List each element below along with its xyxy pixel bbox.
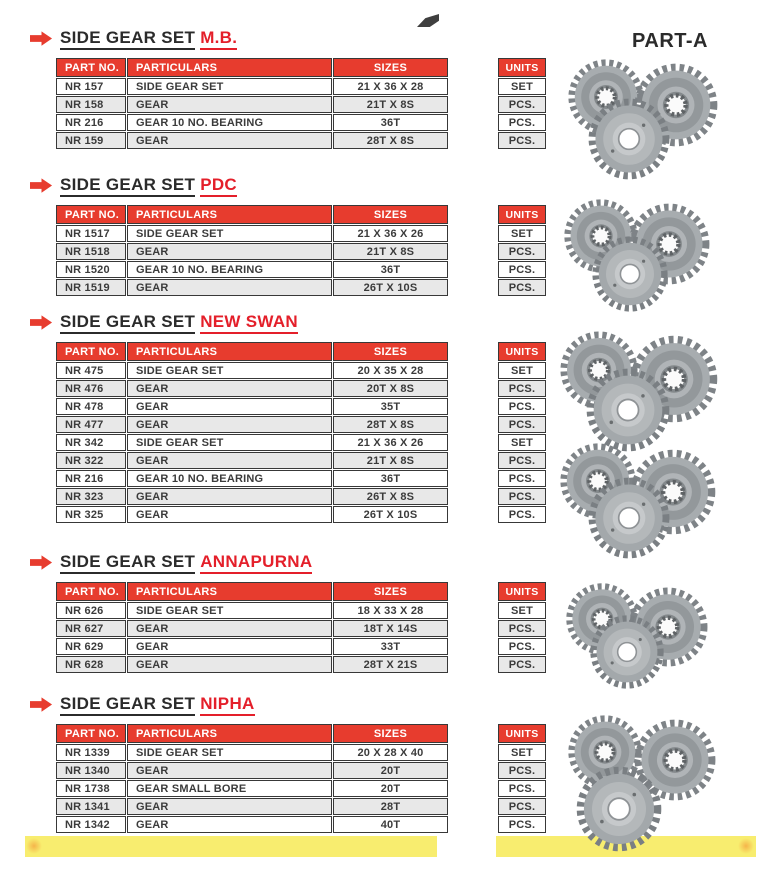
units-row bbox=[498, 470, 546, 487]
column-header: PARTICULARS bbox=[127, 342, 332, 361]
section-title-prefix: SIDE GEAR SET bbox=[60, 694, 195, 716]
parts-table-body bbox=[56, 362, 448, 523]
units-table-body bbox=[498, 744, 546, 833]
part-no-cell: NR 342 bbox=[56, 434, 126, 451]
gear-image bbox=[586, 475, 672, 561]
sizes-cell: 36T bbox=[333, 470, 448, 487]
part-no-cell: NR 1738 bbox=[56, 780, 126, 797]
particulars-cell: GEAR bbox=[127, 398, 332, 415]
arrow-icon bbox=[30, 30, 53, 47]
column-header: PART NO. bbox=[56, 58, 126, 77]
part-no-cell: NR 325 bbox=[56, 506, 126, 523]
sizes-cell: 18 X 33 X 28 bbox=[333, 602, 448, 619]
sizes-cell: 26T X 10S bbox=[333, 279, 448, 296]
unit-cell: PCS. bbox=[498, 132, 546, 149]
sizes-cell: 20T bbox=[333, 780, 448, 797]
part-no-cell: NR 158 bbox=[56, 96, 126, 113]
units-row bbox=[498, 638, 546, 655]
table-row bbox=[56, 434, 448, 451]
parts-table-body bbox=[56, 744, 448, 833]
table-row bbox=[56, 744, 448, 761]
units-row bbox=[498, 602, 546, 619]
section-title-text bbox=[60, 312, 298, 332]
units-table-head bbox=[498, 724, 546, 743]
units-header: UNITS bbox=[498, 58, 546, 77]
units-row bbox=[498, 114, 546, 131]
part-no-cell: NR 1519 bbox=[56, 279, 126, 296]
part-no-cell: NR 1341 bbox=[56, 798, 126, 815]
table-row bbox=[56, 114, 448, 131]
unit-cell: PCS. bbox=[498, 638, 546, 655]
units-row bbox=[498, 452, 546, 469]
section-title-text bbox=[60, 552, 312, 572]
units-row bbox=[498, 798, 546, 815]
section-title-brand: NEW SWAN bbox=[200, 312, 298, 334]
units-row bbox=[498, 279, 546, 296]
particulars-cell: GEAR bbox=[127, 762, 332, 779]
units-row bbox=[498, 656, 546, 673]
sizes-cell: 21T X 8S bbox=[333, 243, 448, 260]
section-title-brand: NIPHA bbox=[200, 694, 254, 716]
unit-cell: PCS. bbox=[498, 798, 546, 815]
column-header: PART NO. bbox=[56, 342, 126, 361]
unit-cell: PCS. bbox=[498, 470, 546, 487]
section-title bbox=[30, 175, 237, 195]
units-row bbox=[498, 362, 546, 379]
units-header: UNITS bbox=[498, 205, 546, 224]
particulars-cell: GEAR 10 NO. BEARING bbox=[127, 114, 332, 131]
particulars-cell: GEAR SMALL BORE bbox=[127, 780, 332, 797]
unit-cell: SET bbox=[498, 362, 546, 379]
sizes-cell: 18T X 14S bbox=[333, 620, 448, 637]
header-row bbox=[498, 342, 546, 361]
column-header: SIZES bbox=[333, 582, 448, 601]
parts-table bbox=[55, 723, 449, 834]
unit-cell: PCS. bbox=[498, 816, 546, 833]
particulars-cell: GEAR bbox=[127, 506, 332, 523]
parts-table-head bbox=[56, 724, 448, 743]
sizes-cell: 36T bbox=[333, 114, 448, 131]
unit-cell: PCS. bbox=[498, 780, 546, 797]
sizes-cell: 33T bbox=[333, 638, 448, 655]
parts-table-body bbox=[56, 225, 448, 296]
arrow-icon bbox=[30, 554, 53, 571]
column-header: PART NO. bbox=[56, 205, 126, 224]
sizes-cell: 21T X 8S bbox=[333, 96, 448, 113]
unit-cell: PCS. bbox=[498, 243, 546, 260]
table-row bbox=[56, 380, 448, 397]
unit-cell: SET bbox=[498, 744, 546, 761]
table-row bbox=[56, 243, 448, 260]
units-row bbox=[498, 488, 546, 505]
table-row bbox=[56, 279, 448, 296]
sizes-cell: 36T bbox=[333, 261, 448, 278]
section-title-text bbox=[60, 28, 237, 48]
sizes-cell: 20 X 28 X 40 bbox=[333, 744, 448, 761]
table-row bbox=[56, 488, 448, 505]
part-no-cell: NR 323 bbox=[56, 488, 126, 505]
section-title-prefix: SIDE GEAR SET bbox=[60, 175, 195, 197]
table-row bbox=[56, 261, 448, 278]
table-row bbox=[56, 362, 448, 379]
section-title-text bbox=[60, 694, 255, 714]
header-row bbox=[56, 205, 448, 224]
units-row bbox=[498, 243, 546, 260]
part-no-cell: NR 1342 bbox=[56, 816, 126, 833]
section-title-prefix: SIDE GEAR SET bbox=[60, 28, 195, 50]
header-row bbox=[56, 724, 448, 743]
parts-table bbox=[55, 581, 449, 674]
sizes-cell: 21 X 36 X 28 bbox=[333, 78, 448, 95]
units-row bbox=[498, 816, 546, 833]
section-title bbox=[30, 28, 237, 48]
sizes-cell: 20T bbox=[333, 762, 448, 779]
units-table-body bbox=[498, 602, 546, 673]
part-no-cell: NR 157 bbox=[56, 78, 126, 95]
column-header: PART NO. bbox=[56, 582, 126, 601]
part-no-cell: NR 1520 bbox=[56, 261, 126, 278]
column-header: PARTICULARS bbox=[127, 582, 332, 601]
units-row bbox=[498, 434, 546, 451]
sizes-cell: 20 X 35 X 28 bbox=[333, 362, 448, 379]
part-no-cell: NR 1340 bbox=[56, 762, 126, 779]
parts-table-head bbox=[56, 58, 448, 77]
particulars-cell: GEAR bbox=[127, 656, 332, 673]
header-row bbox=[56, 582, 448, 601]
sizes-cell: 28T bbox=[333, 798, 448, 815]
parts-table bbox=[55, 57, 449, 150]
table-row bbox=[56, 816, 448, 833]
parts-table-body bbox=[56, 78, 448, 149]
units-table bbox=[497, 204, 547, 297]
part-no-cell: NR 629 bbox=[56, 638, 126, 655]
header-row bbox=[56, 342, 448, 361]
unit-cell: SET bbox=[498, 225, 546, 242]
parts-table-head bbox=[56, 342, 448, 361]
part-no-cell: NR 1518 bbox=[56, 243, 126, 260]
arrow-icon bbox=[30, 696, 53, 713]
table-row bbox=[56, 470, 448, 487]
units-table bbox=[497, 341, 547, 524]
units-row bbox=[498, 261, 546, 278]
sizes-cell: 20T X 8S bbox=[333, 380, 448, 397]
units-table-body bbox=[498, 362, 546, 523]
part-no-cell: NR 1517 bbox=[56, 225, 126, 242]
part-no-cell: NR 475 bbox=[56, 362, 126, 379]
table-row bbox=[56, 96, 448, 113]
units-row bbox=[498, 780, 546, 797]
parts-table-body bbox=[56, 602, 448, 673]
particulars-cell: GEAR bbox=[127, 96, 332, 113]
column-header: PARTICULARS bbox=[127, 724, 332, 743]
gear-image bbox=[590, 234, 670, 314]
parts-table-head bbox=[56, 582, 448, 601]
unit-cell: PCS. bbox=[498, 656, 546, 673]
table-row bbox=[56, 656, 448, 673]
table-row bbox=[56, 398, 448, 415]
units-row bbox=[498, 762, 546, 779]
section-title-brand: PDC bbox=[200, 175, 237, 197]
sizes-cell: 21T X 8S bbox=[333, 452, 448, 469]
section-title-prefix: SIDE GEAR SET bbox=[60, 312, 195, 334]
unit-cell: PCS. bbox=[498, 762, 546, 779]
parts-table bbox=[55, 204, 449, 297]
part-no-cell: NR 159 bbox=[56, 132, 126, 149]
particulars-cell: GEAR bbox=[127, 416, 332, 433]
particulars-cell: GEAR bbox=[127, 452, 332, 469]
particulars-cell: GEAR 10 NO. BEARING bbox=[127, 470, 332, 487]
unit-cell: PCS. bbox=[498, 488, 546, 505]
part-no-cell: NR 477 bbox=[56, 416, 126, 433]
table-row bbox=[56, 225, 448, 242]
particulars-cell: SIDE GEAR SET bbox=[127, 362, 332, 379]
units-row bbox=[498, 398, 546, 415]
units-row bbox=[498, 744, 546, 761]
column-header: SIZES bbox=[333, 58, 448, 77]
section-title-brand: M.B. bbox=[200, 28, 237, 50]
particulars-cell: GEAR bbox=[127, 243, 332, 260]
sizes-cell: 28T X 8S bbox=[333, 132, 448, 149]
header-row bbox=[498, 58, 546, 77]
unit-cell: PCS. bbox=[498, 416, 546, 433]
arrow-icon bbox=[30, 177, 53, 194]
gear-image bbox=[588, 613, 666, 691]
particulars-cell: SIDE GEAR SET bbox=[127, 744, 332, 761]
part-no-cell: NR 216 bbox=[56, 470, 126, 487]
column-header: PART NO. bbox=[56, 724, 126, 743]
column-header: PARTICULARS bbox=[127, 58, 332, 77]
units-table-head bbox=[498, 205, 546, 224]
unit-cell: PCS. bbox=[498, 261, 546, 278]
units-table-body bbox=[498, 225, 546, 296]
sizes-cell: 21 X 36 X 26 bbox=[333, 225, 448, 242]
sizes-cell: 35T bbox=[333, 398, 448, 415]
sizes-cell: 40T bbox=[333, 816, 448, 833]
sizes-cell: 28T X 8S bbox=[333, 416, 448, 433]
table-row bbox=[56, 506, 448, 523]
unit-cell: PCS. bbox=[498, 96, 546, 113]
table-row bbox=[56, 78, 448, 95]
column-header: SIZES bbox=[333, 724, 448, 743]
particulars-cell: SIDE GEAR SET bbox=[127, 434, 332, 451]
particulars-cell: GEAR bbox=[127, 798, 332, 815]
section-title-brand: ANNAPURNA bbox=[200, 552, 312, 574]
unit-cell: SET bbox=[498, 78, 546, 95]
table-row bbox=[56, 798, 448, 815]
unit-cell: SET bbox=[498, 602, 546, 619]
header-row bbox=[498, 582, 546, 601]
table-row bbox=[56, 762, 448, 779]
unit-cell: PCS. bbox=[498, 380, 546, 397]
units-table bbox=[497, 723, 547, 834]
parts-table bbox=[55, 341, 449, 524]
part-no-cell: NR 216 bbox=[56, 114, 126, 131]
section-title bbox=[30, 312, 298, 332]
header-row bbox=[498, 724, 546, 743]
particulars-cell: GEAR bbox=[127, 816, 332, 833]
unit-cell: PCS. bbox=[498, 620, 546, 637]
units-row bbox=[498, 96, 546, 113]
part-no-cell: NR 628 bbox=[56, 656, 126, 673]
units-table-head bbox=[498, 58, 546, 77]
particulars-cell: GEAR bbox=[127, 132, 332, 149]
units-header: UNITS bbox=[498, 724, 546, 743]
part-label: PART-A bbox=[632, 30, 708, 52]
section-title-prefix: SIDE GEAR SET bbox=[60, 552, 195, 574]
band-glow-left bbox=[26, 838, 42, 854]
bottom-yellow-band-left bbox=[25, 836, 437, 857]
unit-cell: PCS. bbox=[498, 452, 546, 469]
units-table-head bbox=[498, 342, 546, 361]
particulars-cell: SIDE GEAR SET bbox=[127, 225, 332, 242]
section-title bbox=[30, 552, 312, 572]
unit-cell: PCS. bbox=[498, 114, 546, 131]
sizes-cell: 26T X 10S bbox=[333, 506, 448, 523]
part-no-cell: NR 476 bbox=[56, 380, 126, 397]
header-row bbox=[56, 58, 448, 77]
corner-mark bbox=[417, 14, 439, 27]
particulars-cell: GEAR bbox=[127, 279, 332, 296]
table-row bbox=[56, 452, 448, 469]
units-table-body bbox=[498, 78, 546, 149]
units-row bbox=[498, 78, 546, 95]
header-row bbox=[498, 205, 546, 224]
table-row bbox=[56, 132, 448, 149]
part-no-cell: NR 626 bbox=[56, 602, 126, 619]
units-row bbox=[498, 620, 546, 637]
section-title bbox=[30, 694, 255, 714]
units-row bbox=[498, 506, 546, 523]
sizes-cell: 26T X 8S bbox=[333, 488, 448, 505]
table-row bbox=[56, 620, 448, 637]
unit-cell: SET bbox=[498, 434, 546, 451]
units-row bbox=[498, 416, 546, 433]
column-header: SIZES bbox=[333, 342, 448, 361]
particulars-cell: SIDE GEAR SET bbox=[127, 78, 332, 95]
part-no-cell: NR 1339 bbox=[56, 744, 126, 761]
units-row bbox=[498, 380, 546, 397]
units-header: UNITS bbox=[498, 582, 546, 601]
section-title-text bbox=[60, 175, 237, 195]
particulars-cell: GEAR bbox=[127, 488, 332, 505]
particulars-cell: GEAR bbox=[127, 620, 332, 637]
part-no-cell: NR 478 bbox=[56, 398, 126, 415]
units-table-head bbox=[498, 582, 546, 601]
parts-table-head bbox=[56, 205, 448, 224]
particulars-cell: GEAR 10 NO. BEARING bbox=[127, 261, 332, 278]
units-header: UNITS bbox=[498, 342, 546, 361]
unit-cell: PCS. bbox=[498, 506, 546, 523]
part-no-cell: NR 627 bbox=[56, 620, 126, 637]
units-table bbox=[497, 57, 547, 150]
particulars-cell: GEAR bbox=[127, 638, 332, 655]
units-row bbox=[498, 132, 546, 149]
table-row bbox=[56, 638, 448, 655]
sizes-cell: 21 X 36 X 26 bbox=[333, 434, 448, 451]
gear-image bbox=[586, 96, 672, 182]
band-glow-right bbox=[738, 838, 754, 854]
particulars-cell: GEAR bbox=[127, 380, 332, 397]
particulars-cell: SIDE GEAR SET bbox=[127, 602, 332, 619]
units-row bbox=[498, 225, 546, 242]
table-row bbox=[56, 780, 448, 797]
column-header: PARTICULARS bbox=[127, 205, 332, 224]
arrow-icon bbox=[30, 314, 53, 331]
unit-cell: PCS. bbox=[498, 398, 546, 415]
column-header: SIZES bbox=[333, 205, 448, 224]
sizes-cell: 28T X 21S bbox=[333, 656, 448, 673]
unit-cell: PCS. bbox=[498, 279, 546, 296]
table-row bbox=[56, 602, 448, 619]
gear-image bbox=[574, 764, 664, 854]
units-table bbox=[497, 581, 547, 674]
part-no-cell: NR 322 bbox=[56, 452, 126, 469]
table-row bbox=[56, 416, 448, 433]
